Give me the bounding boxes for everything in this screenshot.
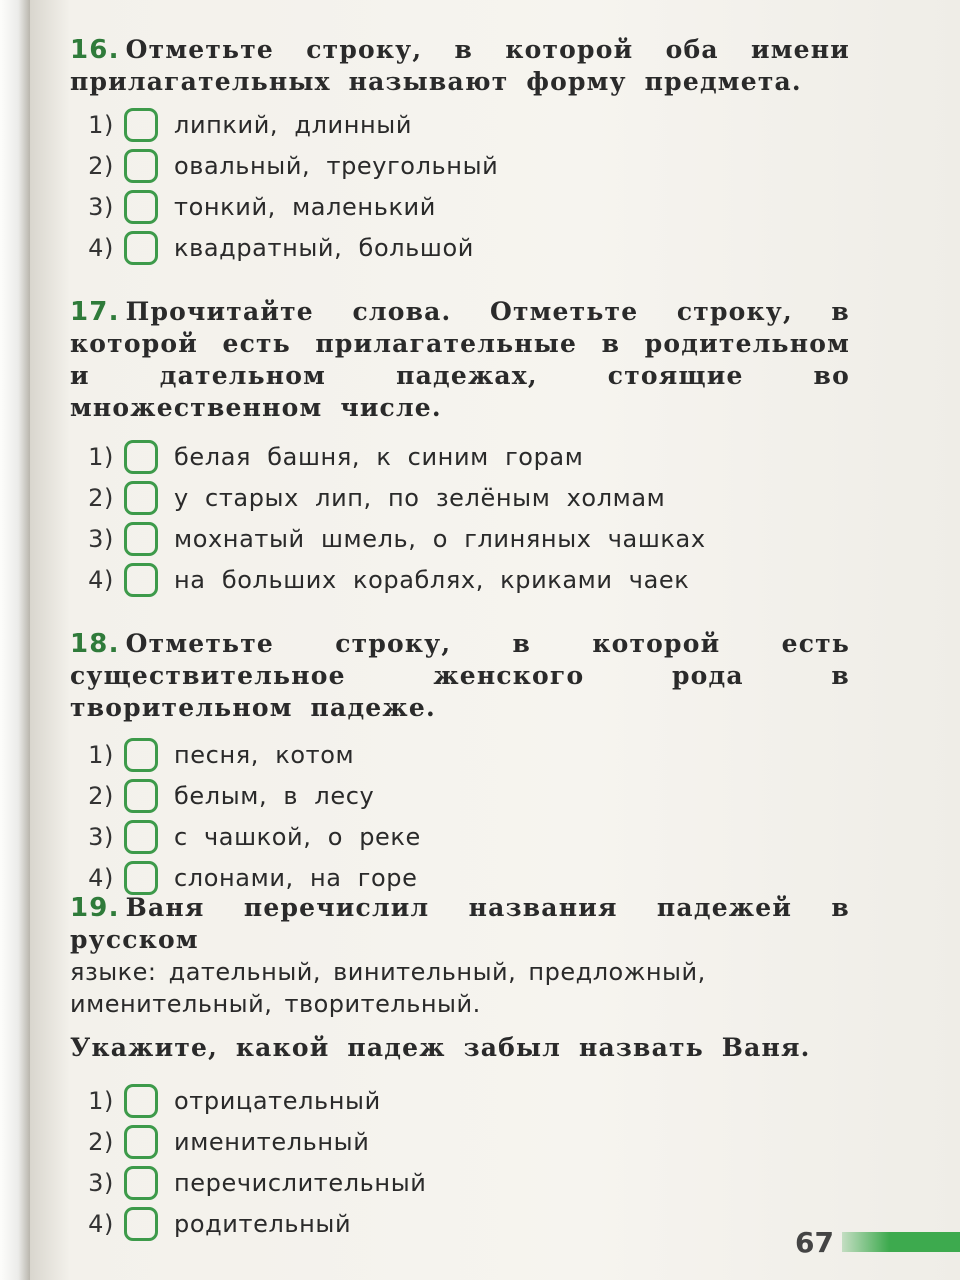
- question-number: 17.: [70, 297, 120, 327]
- option-number: 2): [88, 151, 114, 180]
- option-text: мохнатый шмель, о глиняных чашках: [174, 524, 706, 553]
- answer-checkbox[interactable]: [124, 1084, 158, 1118]
- answer-checkbox[interactable]: [124, 522, 158, 556]
- option-text: у старых лип, по зелёным холмам: [174, 483, 666, 512]
- option[interactable]: [70, 1162, 850, 1203]
- option-text: липкий, длинный: [174, 110, 413, 139]
- answer-checkbox[interactable]: [124, 738, 158, 772]
- option-text: на больших кораблях, криками чаек: [174, 565, 690, 594]
- option-number: 1): [88, 1086, 114, 1115]
- option[interactable]: [70, 1203, 850, 1244]
- option[interactable]: [70, 477, 850, 518]
- option-number: 2): [88, 483, 114, 512]
- question-prompt: Ваня перечислил названия падежей в русском: [70, 893, 850, 954]
- answer-checkbox[interactable]: [124, 1125, 158, 1159]
- option-number: 1): [88, 110, 114, 139]
- question-prompt: Отметьте строку, в которой есть существительное женского рода в творительном падеже.: [70, 629, 850, 722]
- option-text: с чашкой, о реке: [174, 822, 421, 851]
- option-text: белым, в лесу: [174, 781, 375, 810]
- option-number: 1): [88, 740, 114, 769]
- option-number: 4): [88, 565, 114, 594]
- option-text: овальный, треугольный: [174, 151, 499, 180]
- answer-checkbox[interactable]: [124, 1207, 158, 1241]
- answer-checkbox[interactable]: [124, 820, 158, 854]
- question-17: [70, 296, 850, 600]
- question-number: 16.: [70, 35, 120, 65]
- option-text: именительный: [174, 1127, 370, 1156]
- question-instruction: Укажите, какой падеж забыл назвать Ваня.: [70, 1033, 811, 1062]
- page-number: 67: [795, 1226, 834, 1259]
- question-19: [70, 892, 850, 1244]
- answer-checkbox[interactable]: [124, 779, 158, 813]
- option-number: 2): [88, 1127, 114, 1156]
- answer-checkbox[interactable]: [124, 190, 158, 224]
- option-number: 3): [88, 524, 114, 553]
- question-text: [70, 628, 850, 724]
- option[interactable]: [70, 559, 850, 600]
- answer-checkbox[interactable]: [124, 440, 158, 474]
- option-number: 3): [88, 1168, 114, 1197]
- option-text: родительный: [174, 1209, 352, 1238]
- option[interactable]: [70, 816, 850, 857]
- option-number: 1): [88, 442, 114, 471]
- option-number: 4): [88, 1209, 114, 1238]
- option-number: 3): [88, 192, 114, 221]
- option-text: квадратный, большой: [174, 233, 474, 262]
- question-number: 19.: [70, 893, 120, 923]
- page-footer-bar: [842, 1232, 960, 1252]
- option[interactable]: [70, 734, 850, 775]
- option[interactable]: [70, 436, 850, 477]
- answer-checkbox[interactable]: [124, 1166, 158, 1200]
- option-number: 4): [88, 233, 114, 262]
- option[interactable]: [70, 145, 850, 186]
- option-text: песня, котом: [174, 740, 355, 769]
- option-text: слонами, на горе: [174, 863, 418, 892]
- option[interactable]: [70, 104, 850, 145]
- question-prompt: Отметьте строку, в которой оба имени прилагательных называют форму предмета.: [70, 35, 850, 96]
- options-list: [70, 104, 850, 268]
- option[interactable]: [70, 775, 850, 816]
- option[interactable]: [70, 1080, 850, 1121]
- answer-checkbox[interactable]: [124, 481, 158, 515]
- options-list: [70, 734, 850, 898]
- option-text: тонкий, маленький: [174, 192, 436, 221]
- option[interactable]: [70, 1121, 850, 1162]
- answer-checkbox[interactable]: [124, 149, 158, 183]
- book-spine: [0, 0, 30, 1280]
- answer-checkbox[interactable]: [124, 861, 158, 895]
- answer-checkbox[interactable]: [124, 231, 158, 265]
- answer-checkbox[interactable]: [124, 563, 158, 597]
- option-number: 4): [88, 863, 114, 892]
- option[interactable]: [70, 186, 850, 227]
- question-text: [70, 34, 850, 98]
- question-16: [70, 34, 850, 268]
- question-prompt: Прочитайте слова. Отметьте строку, в которой есть прилагательные в родительном и дательном падежах, стоящие во множественном числе.: [70, 297, 850, 422]
- option-number: 3): [88, 822, 114, 851]
- question-number: 18.: [70, 629, 120, 659]
- option[interactable]: [70, 518, 850, 559]
- option[interactable]: [70, 227, 850, 268]
- option-text: отрицательный: [174, 1086, 381, 1115]
- option-number: 2): [88, 781, 114, 810]
- question-prompt-continued: языке: дательный, винительный, предложный, именительный, творительный.: [70, 958, 706, 1018]
- question-18: [70, 628, 850, 898]
- option-text: белая башня, к синим горам: [174, 442, 584, 471]
- options-list: [70, 1080, 850, 1244]
- answer-checkbox[interactable]: [124, 108, 158, 142]
- option-text: перечислительный: [174, 1168, 427, 1197]
- question-text: [70, 892, 850, 956]
- question-text: [70, 296, 850, 424]
- options-list: [70, 436, 850, 600]
